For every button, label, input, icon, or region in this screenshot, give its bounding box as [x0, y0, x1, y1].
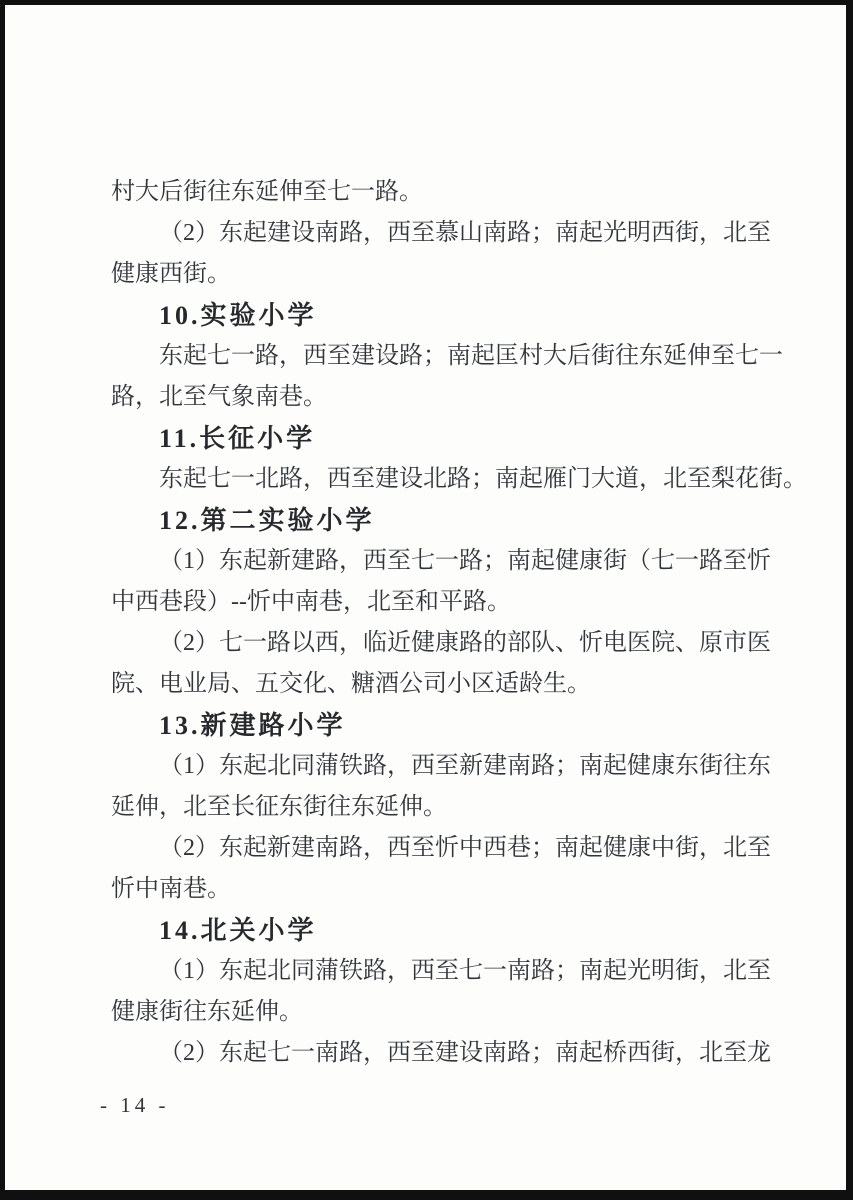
body-text-line: （1）东起北同蒲铁路，西至新建南路；南起健康东街往东 — [159, 753, 771, 779]
body-text-line: （2）七一路以西，临近健康路的部队、忻电医院、原市医 — [159, 630, 771, 656]
document-page — [5, 5, 846, 1190]
body-text-line: 健康西街。 — [111, 261, 231, 287]
body-text-line: （2）东起新建南路，西至忻中西巷；南起健康中街，北至 — [159, 835, 771, 861]
body-text-line: 健康街往东延伸。 — [111, 999, 303, 1025]
body-text-line: 东起七一北路，西至建设北路；南起雁门大道，北至梨花街。 — [159, 466, 807, 492]
body-text-line: 忻中南巷。 — [111, 876, 231, 902]
section-heading: 14.北关小学 — [159, 916, 317, 945]
body-text-line: 村大后街往东延伸至七一路。 — [111, 179, 423, 205]
section-heading: 10.实验小学 — [159, 301, 317, 330]
page-number: - 14 - — [100, 1093, 170, 1117]
body-text-line: （2）东起建设南路，西至慕山南路；南起光明西街，北至 — [159, 220, 771, 246]
body-text-line: 延伸，北至长征东街往东延伸。 — [111, 794, 447, 820]
body-text-line: 东起七一路，西至建设路；南起匡村大后街往东延伸至七一 — [159, 343, 783, 369]
document-body — [111, 172, 807, 1074]
section-heading: 13.新建路小学 — [159, 711, 346, 740]
body-text-line: 中西巷段）--忻中南巷，北至和平路。 — [111, 589, 511, 615]
body-text-line: 院、电业局、五交化、糖酒公司小区适龄生。 — [111, 671, 591, 697]
body-text-line: （1）东起新建路，西至七一路；南起健康街（七一路至忻 — [159, 548, 771, 574]
section-heading: 11.长征小学 — [159, 424, 316, 453]
section-heading: 12.第二实验小学 — [159, 506, 375, 535]
body-text-line: （1）东起北同蒲铁路，西至七一南路；南起光明街，北至 — [159, 958, 771, 984]
body-text-line: 路，北至气象南巷。 — [111, 384, 327, 410]
body-text-line: （2）东起七一南路，西至建设南路；南起桥西街，北至龙 — [159, 1040, 771, 1066]
